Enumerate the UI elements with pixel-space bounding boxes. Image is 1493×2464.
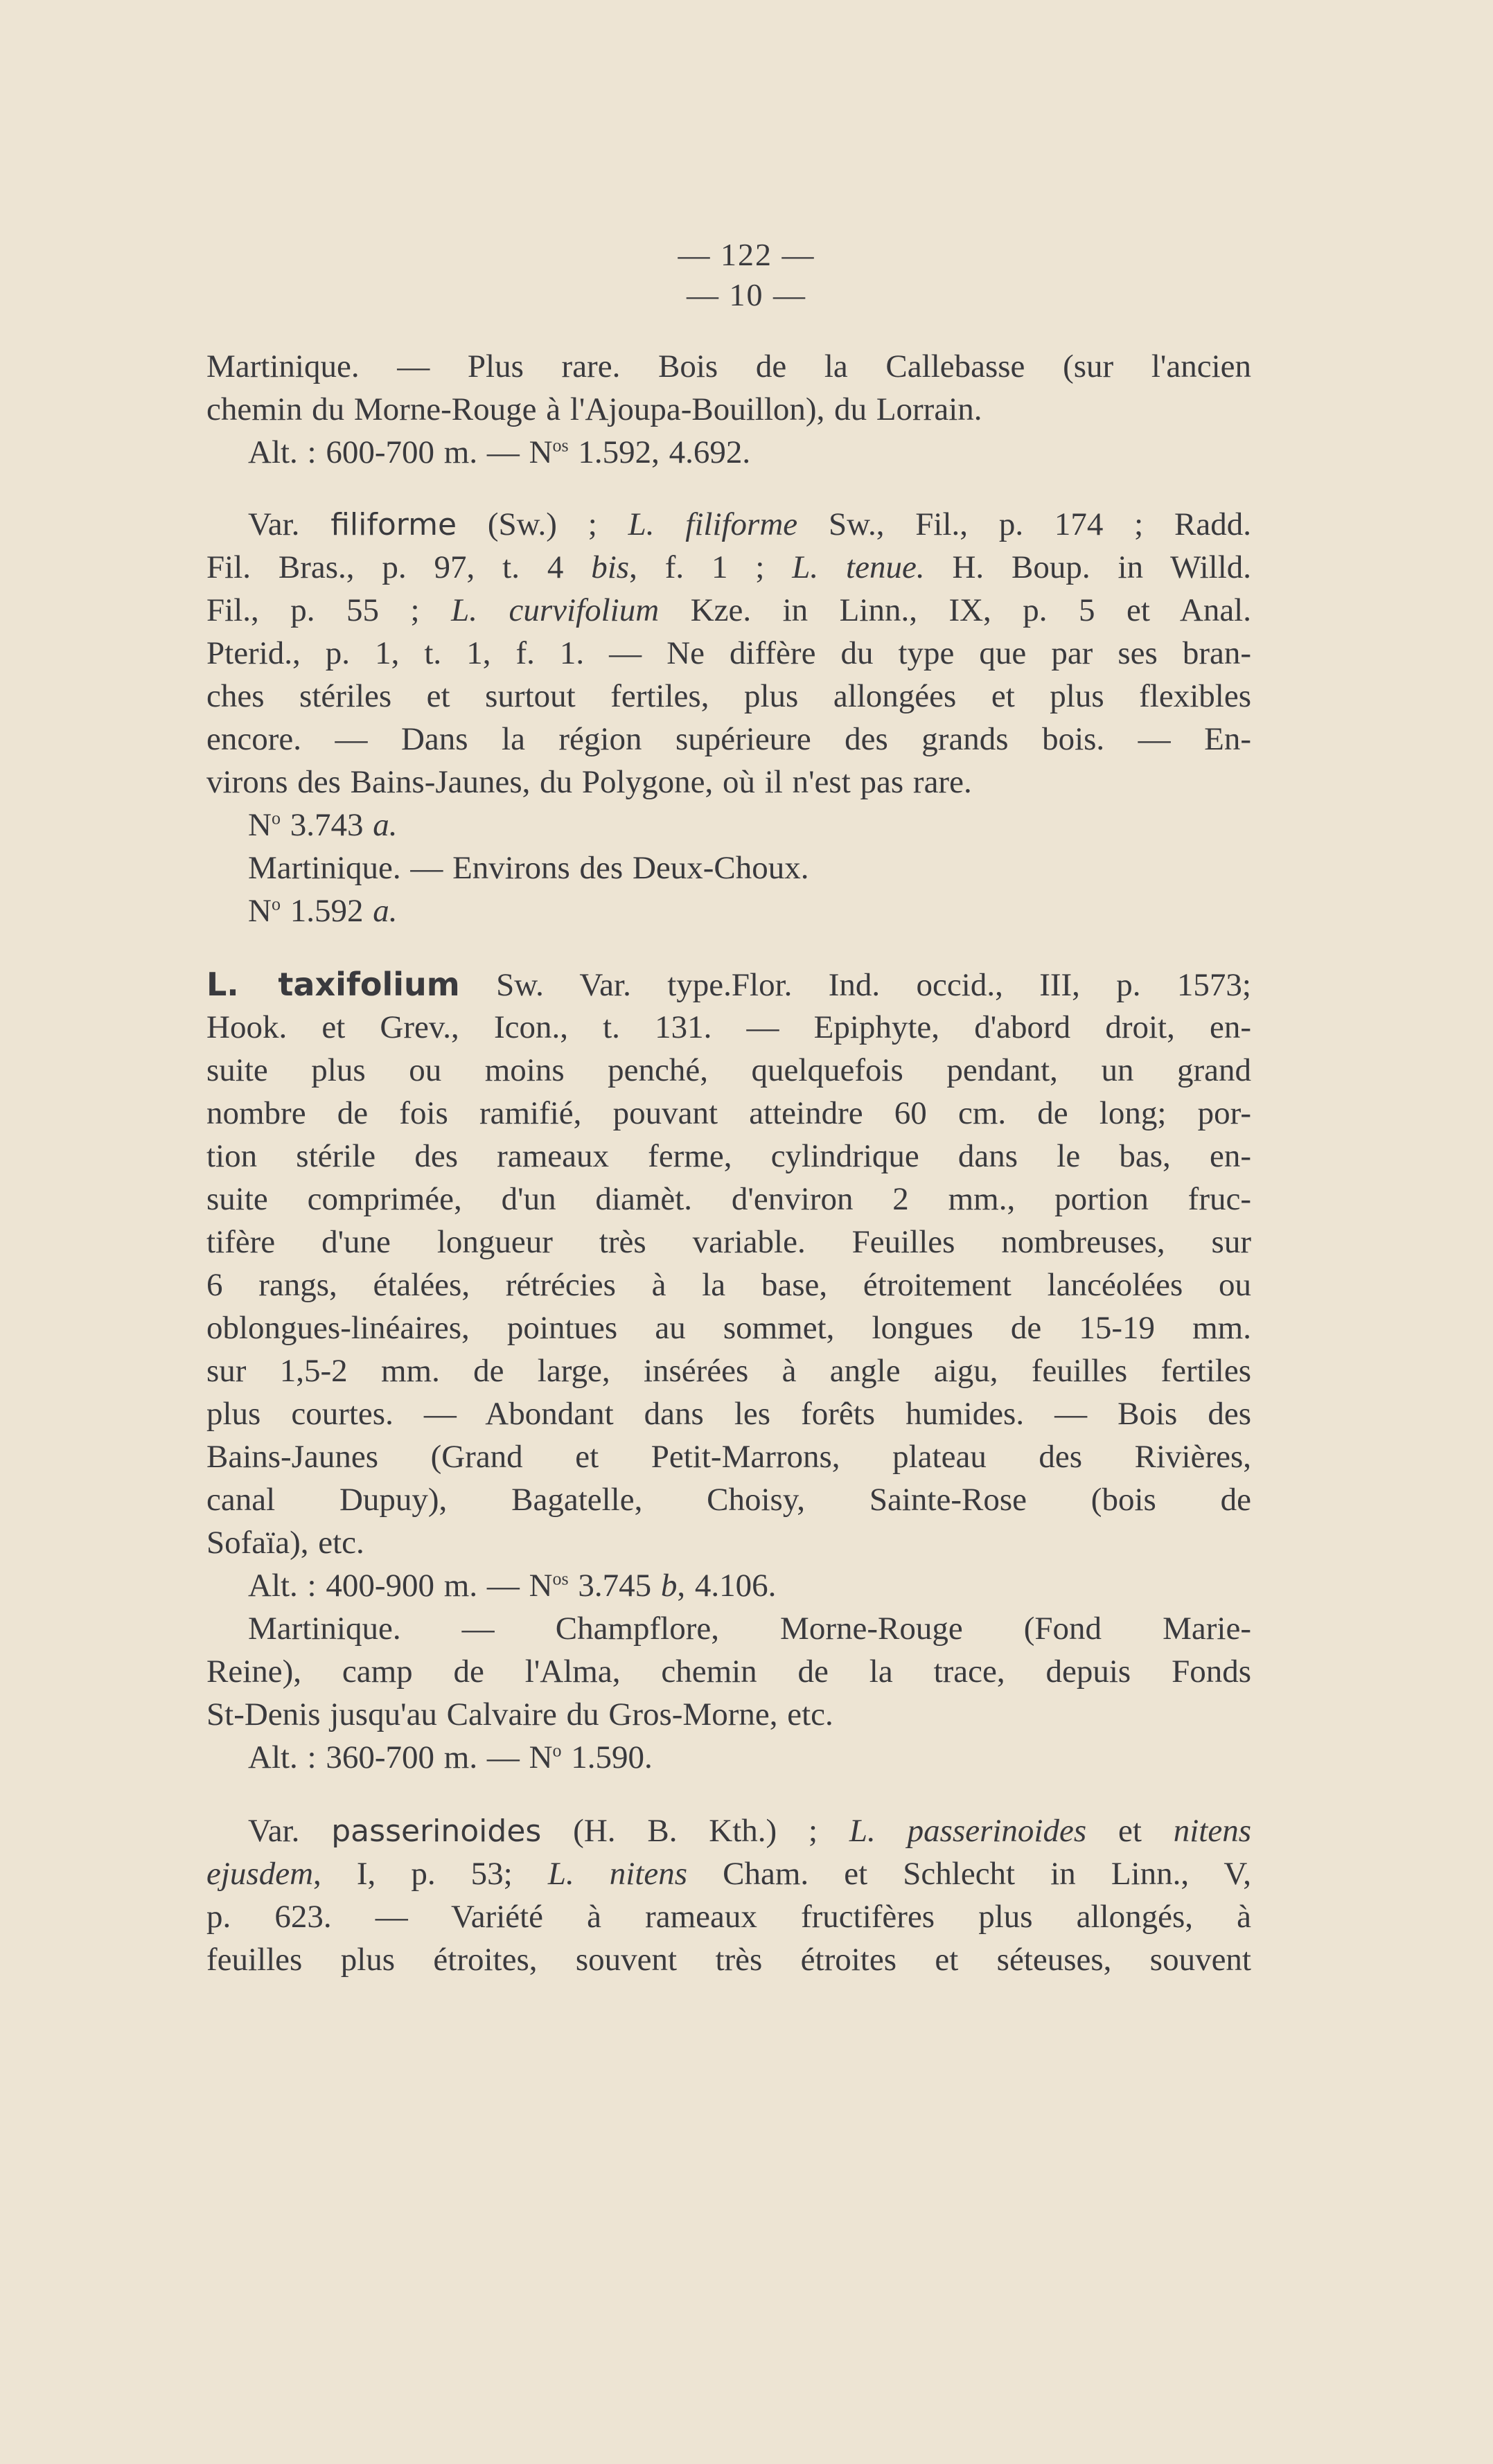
text-line: nombre de fois ramifié, pouvant atteindre 60 cm. de long; por-	[206, 1095, 1251, 1131]
text-line	[248, 1736, 1251, 1779]
text-line: tion stérile des rameaux ferme, cylindrique dans le bas, en-	[206, 1138, 1251, 1174]
text-run: Cham. et Schlecht in Linn., V,	[687, 1856, 1251, 1892]
text-line: encore. — Dans la région supérieure des grands bois. — En-	[206, 721, 1251, 757]
text-line: Martinique. — Champflore, Morne-Rouge (Fond Marie-	[248, 1611, 1251, 1647]
text-run: 3.745	[568, 1568, 661, 1604]
italic-run: L. curvifolium	[451, 592, 660, 628]
text-run: (H. B. Kth.) ;	[541, 1813, 849, 1849]
italic-run: a.	[373, 807, 398, 843]
text-line: feuilles plus étroites, souvent très étroites et séteuses, souvent	[206, 1942, 1251, 1978]
text-line: Reine), camp de l'Alma, chemin de la trace, depuis Fonds	[206, 1654, 1251, 1690]
text-line	[248, 431, 1251, 474]
text-run: Alt. : 400-900 m. — N	[248, 1568, 553, 1604]
text-run: Fil., p. 55 ;	[206, 592, 452, 628]
text-run: Kze. in Linn., IX, p. 5 et Anal.	[659, 592, 1251, 628]
text-run: 1.592, 4.692.	[568, 434, 751, 470]
variety-name: passerinoides	[331, 1814, 542, 1849]
text-run: , 4.106.	[677, 1568, 777, 1604]
page-number-top: — 122 —	[678, 237, 815, 272]
text-run: (Sw.) ;	[457, 506, 628, 542]
text-run: Alt. : 360-700 m. — N	[248, 1739, 553, 1775]
italic-run: L. filiforme	[628, 506, 798, 542]
italic-run: a.	[373, 893, 398, 929]
text-line: tifère d'une longueur très variable. Feuilles nombreuses, sur	[206, 1224, 1251, 1260]
page-number-inner: — 10 —	[687, 277, 806, 312]
italic-run: L. nitens	[547, 1856, 688, 1892]
text-run: Alt. : 600-700 m. — N	[248, 434, 553, 470]
text-line: Martinique. — Plus rare. Bois de la Callebasse (sur l'ancien	[206, 348, 1251, 384]
text-line: St-Denis jusqu'au Calvaire du Gros-Morne, etc.	[206, 1696, 833, 1732]
superscript: o	[271, 808, 281, 828]
text-line	[248, 889, 1251, 932]
text-line: suite comprimée, d'un diamèt. d'environ 2 mm., portion fruc-	[206, 1181, 1251, 1217]
text-line: oblongues-linéaires, pointues au sommet, longues de 15-19 mm.	[206, 1310, 1251, 1346]
text-line: p. 623. — Variété à rameaux fructifères plus allongés, à	[206, 1899, 1251, 1935]
text-line: Martinique. — Environs des Deux-Choux.	[248, 850, 809, 886]
italic-run: L. tenue.	[792, 549, 925, 585]
superscript: os	[552, 1568, 569, 1589]
variety-name: filiforme	[330, 507, 457, 542]
text-line: chemin du Morne-Rouge à l'Ajoupa-Bouillon), du Lorrain.	[206, 391, 982, 427]
text-run: Var.	[248, 506, 331, 542]
text-run: , I, p. 53;	[313, 1856, 548, 1892]
text-line: plus courtes. — Abondant dans les forêts humides. — Bois des	[206, 1396, 1251, 1432]
text-line: sur 1,5-2 mm. de large, insérées à angle aigu, feuilles fertiles	[206, 1353, 1251, 1389]
italic-run: b	[660, 1568, 678, 1604]
species-name: L. taxifolium	[206, 966, 460, 1003]
text-line: ches stériles et surtout fertiles, plus allongées et plus flexibles	[206, 678, 1251, 714]
superscript: o	[271, 894, 281, 914]
text-run: , f. 1 ;	[629, 549, 793, 585]
text-line: Hook. et Grev., Icon., t. 131. — Epiphyte, d'abord droit, en-	[206, 1009, 1251, 1045]
text-line	[206, 589, 1251, 632]
text-line	[206, 963, 1251, 1007]
italic-run: L. passerinoides	[849, 1813, 1087, 1849]
superscript: os	[552, 435, 569, 456]
text-line: 6 rangs, étalées, rétrécies à la base, étroitement lancéolées ou	[206, 1267, 1251, 1303]
text-line	[248, 1809, 1251, 1853]
italic-run: ejusdem	[206, 1856, 314, 1892]
text-run: Var.	[248, 1813, 332, 1849]
text-run: Sw., Fil., p. 174 ; Radd.	[797, 506, 1251, 542]
text-line	[248, 503, 1251, 547]
text-run: et	[1086, 1813, 1174, 1849]
text-run: Fil. Bras., p. 97, t. 4	[206, 549, 592, 585]
text-line	[248, 804, 1251, 847]
text-line: virons des Bains-Jaunes, du Polygone, où il n'est pas rare.	[206, 764, 972, 800]
italic-run: nitens	[1173, 1813, 1252, 1849]
text-run: N	[248, 807, 272, 843]
italic-run: bis	[591, 549, 630, 585]
text-line: canal Dupuy), Bagatelle, Choisy, Sainte-Rose (bois de	[206, 1482, 1251, 1518]
text-line: Sofaïa), etc.	[206, 1525, 364, 1561]
text-run: 1.590.	[561, 1739, 653, 1775]
text-line: Bains-Jaunes (Grand et Petit-Marrons, plateau des Rivières,	[206, 1439, 1251, 1475]
text-line	[206, 1852, 1251, 1895]
text-run: 3.743	[280, 807, 373, 843]
text-line: suite plus ou moins penché, quelquefois pendant, un grand	[206, 1052, 1251, 1088]
text-line	[248, 1564, 1251, 1607]
text-line	[206, 546, 1251, 589]
text-run: 1.592	[280, 893, 373, 929]
text-run: N	[248, 893, 272, 929]
text-run: H. Boup. in Willd.	[924, 549, 1251, 585]
text-line: Pterid., p. 1, t. 1, f. 1. — Ne diffère du type que par ses bran-	[206, 635, 1251, 671]
superscript: o	[552, 1740, 562, 1761]
text-run: Sw. Var. type.Flor. Ind. occid., III, p. 1573;	[459, 967, 1251, 1003]
